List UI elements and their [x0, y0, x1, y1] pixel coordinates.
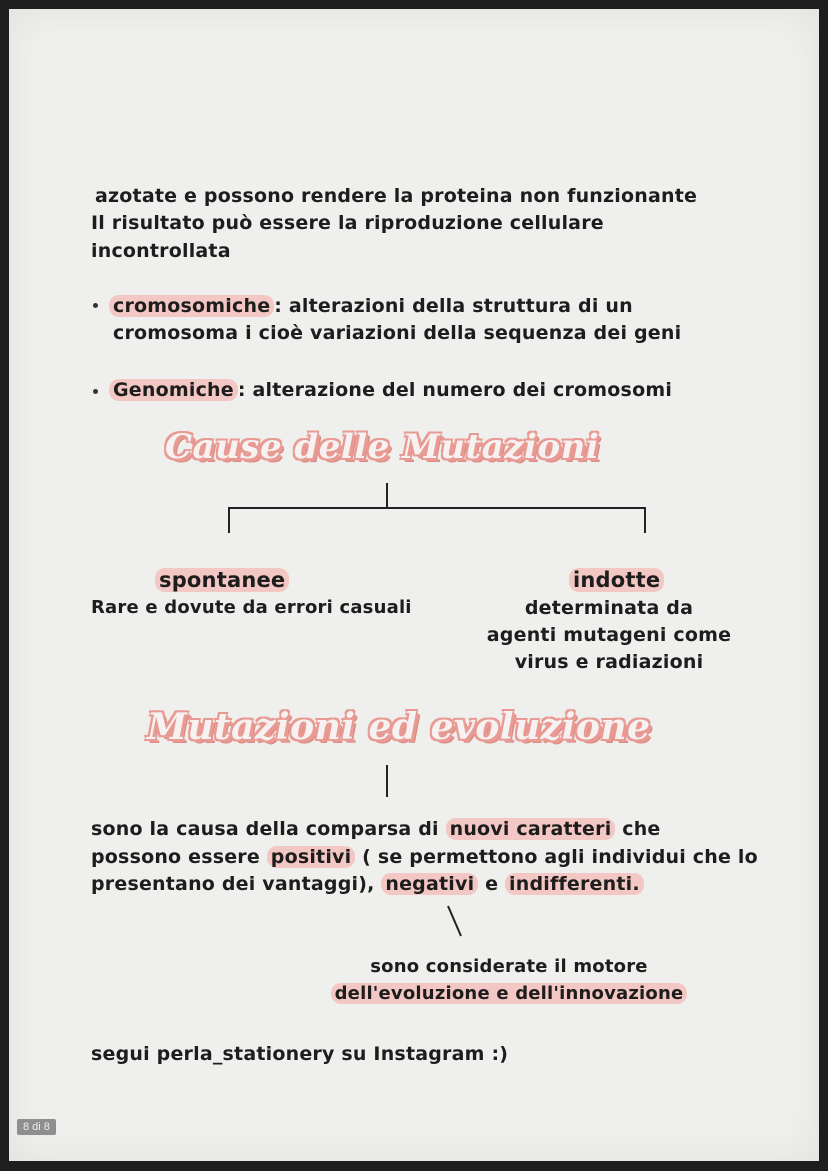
document-page	[9, 9, 819, 1161]
intro-line-1: azotate e possono rendere la proteina non funzionante	[95, 185, 698, 207]
text-segment: sono la causa della comparsa di	[91, 818, 446, 840]
indotte-highlight: indotte	[569, 568, 664, 592]
note-line-2	[309, 983, 709, 1004]
tree-connector-horizontal	[228, 507, 646, 509]
bullet-dot	[93, 389, 98, 394]
highlight-indifferenti: indifferenti.	[505, 873, 644, 895]
highlight-nuovi-caratteri: nuovi caratteri	[446, 818, 616, 840]
footer-credit: segui perla_stationery su Instagram :)	[91, 1043, 509, 1065]
text-segment: ( se permettono agli individui che lo	[355, 846, 758, 868]
cromosomiche-desc-2: cromosoma i cioè variazioni della sequenza dei geni	[113, 322, 682, 344]
connector-vertical	[386, 765, 388, 797]
label-spontanee	[155, 568, 289, 592]
note-line-1: sono considerate il motore	[370, 956, 648, 977]
spontanee-highlight: spontanee	[155, 568, 289, 592]
intro-line-3: incontrollata	[91, 240, 231, 262]
evoluzione-line-3	[91, 873, 644, 895]
term-cromosomiche: cromosomiche	[109, 295, 274, 317]
desc-indotte-2: agenti mutageni come	[486, 624, 732, 646]
term-genomiche: Genomiche	[109, 379, 238, 401]
evoluzione-line-1	[91, 818, 661, 840]
tree-connector-left	[228, 507, 230, 533]
text-segment: presentano dei vantaggi),	[91, 873, 382, 895]
label-indotte	[569, 568, 664, 592]
evoluzione-line-2	[91, 846, 758, 868]
diagonal-connector	[445, 904, 465, 940]
heading-cause-mutazioni: Cause delle Mutazioni	[165, 427, 600, 467]
desc-spontanee: Rare e dovute da errori casuali	[91, 597, 412, 618]
text-segment: possono essere	[91, 846, 267, 868]
tree-connector-vertical	[386, 483, 388, 507]
highlight-motore-evoluzione: dell'evoluzione e dell'innovazione	[331, 983, 688, 1004]
page-indicator[interactable]: 8 di 8	[17, 1119, 56, 1135]
text-segment: e	[478, 873, 506, 895]
desc-indotte-1: determinata da	[524, 597, 694, 619]
bullet-dot	[93, 303, 98, 308]
bullet-genomiche	[109, 379, 672, 401]
tree-connector-right	[644, 507, 646, 533]
intro-line-2: Il risultato può essere la riproduzione cellulare	[91, 212, 604, 234]
heading-mutazioni-evoluzione: Mutazioni ed evoluzione	[147, 706, 651, 748]
bullet-cromosomiche	[109, 295, 633, 317]
desc-indotte-3: virus e radiazioni	[514, 651, 704, 673]
genomiche-desc: : alterazione del numero dei cromosomi	[237, 379, 673, 401]
cromosomiche-desc-1: : alterazioni della struttura di un	[274, 295, 633, 317]
highlight-positivi: positivi	[267, 846, 356, 868]
highlight-negativi: negativi	[381, 873, 478, 895]
text-segment: che	[615, 818, 661, 840]
